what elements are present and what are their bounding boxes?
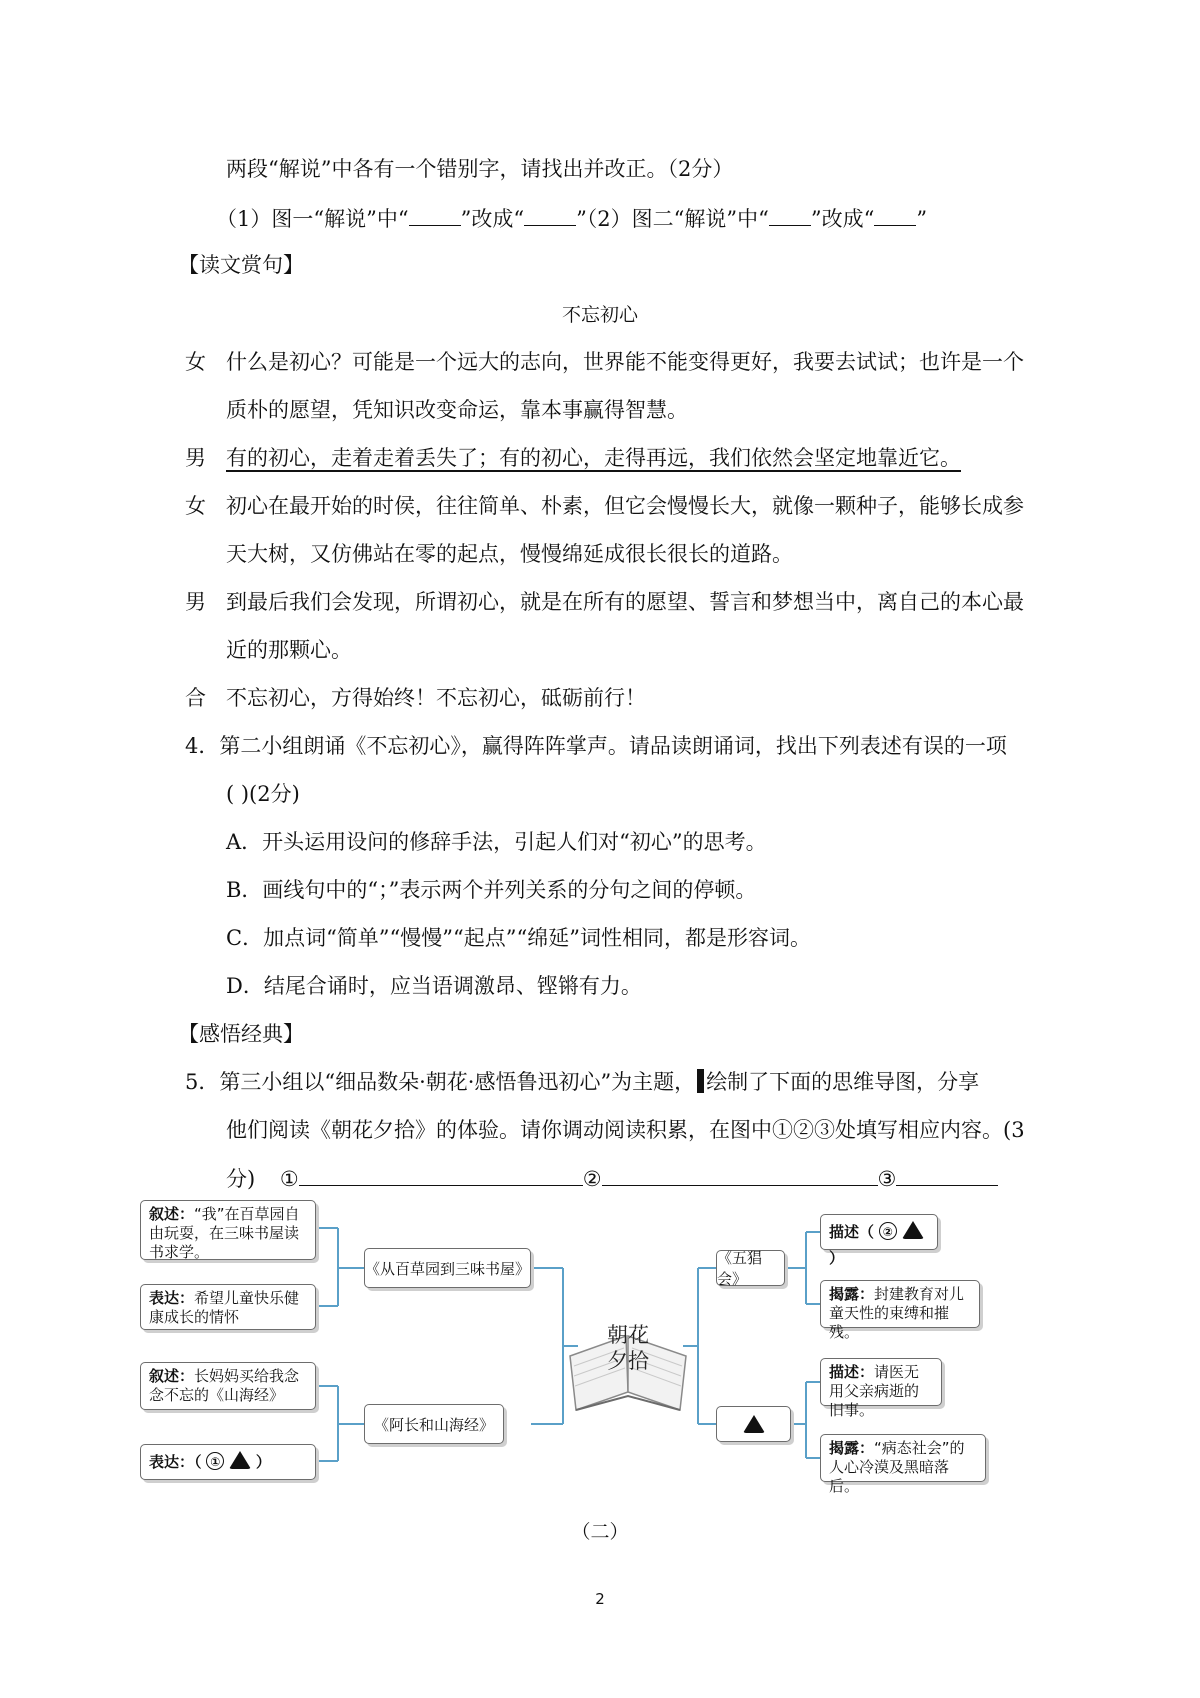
detail-text: “我”在百草园自由玩耍，在三味书屋读书求学。: [149, 1205, 300, 1261]
detail-text: “病态社会”的人心冷漠及黑暗落后。: [829, 1439, 965, 1495]
poem-speaker: 女: [185, 350, 206, 374]
detail-text: 请医无用父亲病逝的旧事。: [829, 1363, 920, 1419]
mind-map-center-title: [592, 1322, 664, 1374]
poem-line: 到最后我们会发现，所谓初心，就是在所有的愿望、誓言和梦想当中，离自己的本心最: [226, 590, 1024, 614]
answer-marker-1: ①: [279, 1167, 299, 1191]
mind-map-detail: [820, 1280, 980, 1341]
q5-stem-line2: 他们阅读《朝花夕拾》的体验。请你调动阅读积累，在图中①②③处填写相应内容。(3: [226, 1118, 1025, 1142]
answer-marker-3: ③: [877, 1167, 897, 1191]
q5-answer-line: [226, 1163, 998, 1194]
q3-instruction: 两段“解说”中各有一个错别字，请找出并改正。（2分）: [226, 157, 734, 181]
mind-map-node-title: 《五猖会》: [716, 1250, 785, 1286]
q3-fill-line: [216, 203, 927, 234]
paren-open: （: [194, 1453, 202, 1471]
section-heading-read: 【读文赏句】: [178, 253, 304, 277]
detail-label: 叙述：: [149, 1367, 195, 1385]
mind-map-detail: [820, 1434, 986, 1495]
mind-map-detail: [140, 1200, 316, 1260]
detail-text: 封建教育对儿童天性的束缚和摧残。: [829, 1285, 965, 1341]
detail-label: 揭露：: [829, 1439, 875, 1457]
q3-fill-text-b: ”改成“: [460, 207, 525, 231]
mind-map-node-title: 《从百草园到三味书屋》: [364, 1248, 531, 1288]
q4-stem: 4．第二小组朗诵《不忘初心》，赢得阵阵掌声。请品读朗诵词，找出下列表述有误的一项: [185, 734, 1007, 758]
detail-text: 长妈妈买给我念念不忘的《山海经》: [149, 1367, 300, 1404]
q5-stem-text-a: 5．第三小组以“细品数朵·朝花·感悟鲁迅初心”为主题，: [185, 1070, 696, 1094]
q5-stem-text-b: 绘制了下面的思维导图，分享: [706, 1070, 980, 1094]
page-number: 2: [595, 1590, 605, 1608]
q4-option-a: A．开头运用设问的修辞手法，引起人们对“初心”的思考。: [226, 830, 767, 854]
mind-map: [138, 1196, 1030, 1496]
paren-close: ）: [255, 1453, 271, 1471]
answer-blank-2[interactable]: [602, 1163, 878, 1186]
section-heading-classic: 【感悟经典】: [178, 1022, 304, 1046]
poem-speaker: 合: [185, 686, 206, 710]
marker-1: ①: [206, 1452, 224, 1470]
q4-option-b: B．画线句中的“；”表示两个并列关系的分句之间的停顿。: [226, 878, 757, 902]
poem-title: 不忘初心: [561, 304, 638, 326]
mind-map-node-blank-3[interactable]: [716, 1406, 791, 1442]
detail-label: 描述：: [829, 1363, 875, 1381]
mind-map-detail: [820, 1358, 942, 1419]
q3-fill-text-c: ”（2）图二“解说”中“: [576, 207, 769, 231]
triangle-icon: [229, 1451, 251, 1469]
triangle-icon: [902, 1221, 924, 1239]
mind-map-detail: [140, 1362, 316, 1410]
poem-line: 天大树，又仿佛站在零的起点，慢慢绵延成很长很长的道路。: [226, 542, 793, 566]
mind-map-node-title: 《阿长和山海经》: [364, 1404, 504, 1444]
text-cursor-icon: [697, 1069, 704, 1093]
q3-blank-1[interactable]: [409, 203, 461, 226]
q5-stem-line1: [185, 1067, 979, 1097]
poem-line: 什么是初心？可能是一个远大的志向，世界能不能变得更好，我要去试试；也许是一个: [226, 350, 1024, 374]
q4-option-c: C．加点词“简单”“慢慢”“起点”“绵延”词性相同，都是形容词。: [226, 926, 811, 950]
q4-answer-paren[interactable]: ( )(2分): [226, 782, 300, 806]
q5-stem-end: 分): [226, 1167, 256, 1191]
q3-blank-2[interactable]: [524, 203, 576, 226]
poem-line: 质朴的愿望，凭知识改变命运，靠本事赢得智慧。: [226, 398, 688, 422]
paren-open: （: [859, 1223, 875, 1241]
answer-blank-3[interactable]: [896, 1163, 998, 1186]
triangle-icon: [743, 1415, 765, 1433]
marker-2: ②: [879, 1222, 897, 1240]
detail-label: 描述: [829, 1223, 860, 1241]
answer-marker-2: ②: [582, 1167, 602, 1191]
mind-map-detail: [140, 1284, 316, 1330]
q3-fill-text-a: （1）图一“解说”中“: [216, 207, 409, 231]
poem-speaker: 女: [185, 494, 206, 518]
poem-speaker: 男: [185, 590, 206, 614]
poem-line: 不忘初心，方得始终！不忘初心，砥砺前行！: [226, 686, 646, 710]
q3-blank-4[interactable]: [874, 203, 916, 226]
q3-fill-text-e: ”: [916, 207, 928, 231]
detail-label: 表达：: [149, 1453, 195, 1471]
figure-caption: （二）: [571, 1521, 629, 1543]
detail-label: 表达：: [149, 1289, 195, 1307]
detail-label: 揭露：: [829, 1285, 875, 1303]
q3-fill-text-d: ”改成“: [810, 207, 875, 231]
q4-option-d: D．结尾合诵时，应当语调激昂、铿锵有力。: [226, 974, 642, 998]
paren-close: ）: [829, 1249, 845, 1267]
answer-blank-1[interactable]: [299, 1163, 583, 1186]
q3-blank-3[interactable]: [769, 203, 811, 226]
detail-text: 希望儿童快乐健康成长的情怀: [149, 1289, 300, 1326]
poem-underlined-line: 有的初心，走着走着丢失了；有的初心，走得再远，我们依然会坚定地靠近它。: [226, 446, 961, 470]
center-title-line: 朝花: [607, 1323, 649, 1347]
mind-map-detail-blank-2[interactable]: [820, 1214, 938, 1267]
poem-line: 近的那颗心。: [226, 638, 352, 662]
poem-line: 初心在最开始的时侯，往往简单、朴素，但它会慢慢长大，就像一颗种子，能够长成参: [226, 494, 1024, 518]
poem-speaker: 男: [185, 446, 206, 470]
mind-map-detail-blank-1[interactable]: [140, 1444, 316, 1480]
center-title-line: 夕拾: [607, 1349, 649, 1373]
detail-label: 叙述：: [149, 1205, 195, 1223]
